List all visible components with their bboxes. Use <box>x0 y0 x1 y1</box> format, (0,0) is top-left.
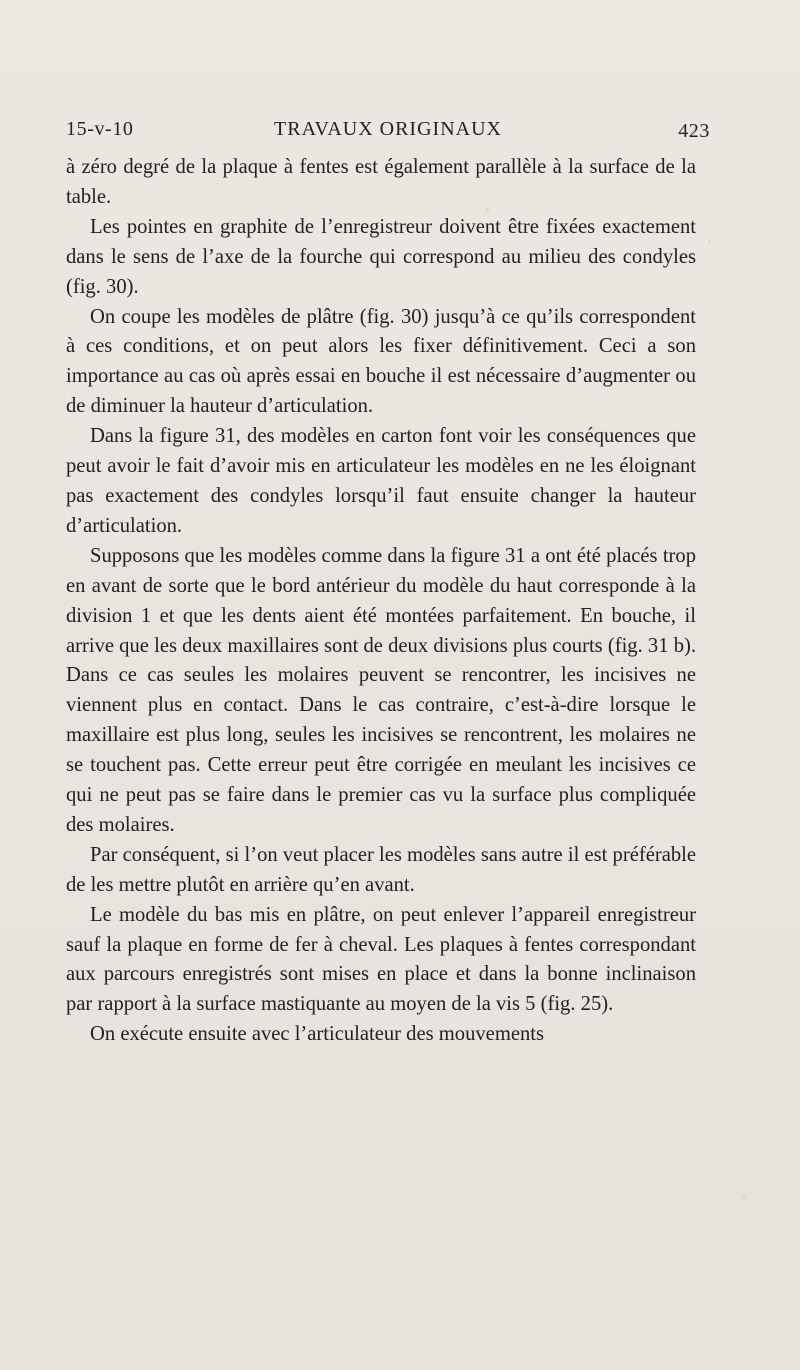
paragraph: Le modèle du bas mis en plâtre, on peut enlever l’appareil enregistreur sauf la plaque en forme de fer à cheval. Les plaques à fentes correspondant aux parcours enregistrés sont mises en place et dans la bonne inclinaison par rapport à la surface mastiquante au moyen de la vis 5 (fig. 25). <box>66 903 696 1016</box>
paper-speck <box>742 1195 746 1199</box>
header-date: 15-v-10 <box>66 118 134 140</box>
paragraph: On coupe les modèles de plâtre (fig. 30) jusqu’à ce qu’ils correspondent à ces conditions, et on peut alors les fixer définitivement. Ceci a son importance au cas où après essai en bouche il est nécessaire d’augmenter ou de diminuer la hauteur d’articulation. <box>66 305 696 418</box>
paragraph: Par conséquent, si l’on veut placer les modèles sans autre il est préférable de les mettre plutôt en arrière qu’en avant. <box>66 843 696 896</box>
paragraph: Dans la figure 31, des modèles en carton font voir les conséquences que peut avoir le fait d’avoir mis en articulateur les modèles en ne les éloignant pas exactement des condyles lorsqu’il faut ensuite changer la hauteur d’articulation. <box>66 425 696 537</box>
running-header <box>66 112 710 146</box>
paragraph: Les pointes en graphite de l’enregistreur doivent être fixées exactement dans le sens de l’axe de la fourche qui correspond au milieu des condyles (fig. 30). <box>66 215 696 298</box>
paper-speck <box>486 207 489 213</box>
paragraph: On exécute ensuite avec l’articulateur des mouvements <box>90 1023 545 1046</box>
paragraph: à zéro degré de la plaque à fentes est également parallèle à la surface de la table. <box>66 156 696 208</box>
page-body <box>66 153 696 1050</box>
paragraph: Supposons que les modèles comme dans la figure 31 a ont été placés trop en avant de sorte que le bord antérieur du modèle du haut corresponde à la division 1 et que les dents aient été montées parfaitement. En bouche, il arrive que les deux maxillaires sont de deux divisions plus courts (fig. 31 b). Dans ce cas seules les molaires peuvent se rencontrer, les incisives ne viennent plus en contact. Dans le cas contraire, c’est-à-dire lorsque le maxillaire est plus long, seules les incisives se rencontrent, les molaires ne se touchent pas. Cette erreur peut être corrigée en meulant les incisives ce qui ne peut pas se faire dans le premier cas vu la surface plus compliquée des molaires. <box>66 544 696 836</box>
page-number: 423 <box>678 120 710 142</box>
header-title: TRAVAUX ORIGINAUX <box>274 118 502 140</box>
paper-speck <box>708 240 711 243</box>
